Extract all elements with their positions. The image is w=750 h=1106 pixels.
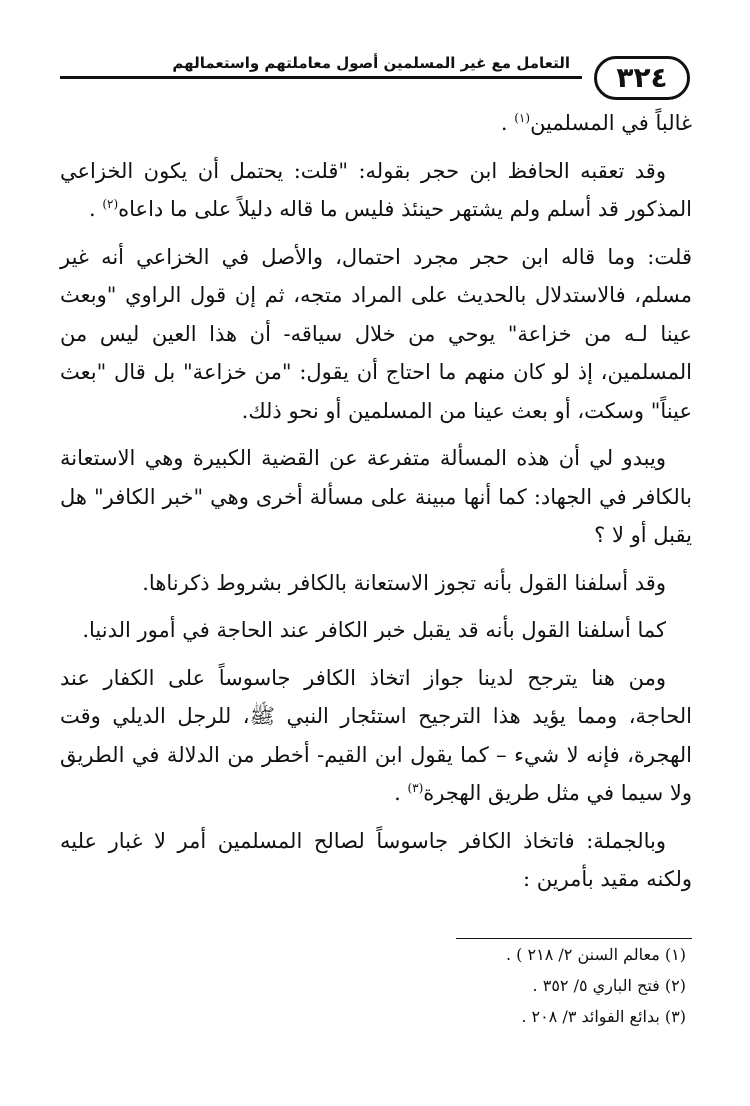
paragraph-8: وبالجملة: فاتخاذ الكافر جاسوساً لصالح المسلمين أمر لا غبار عليه ولكنه مقيد بأمرين : [60,828,692,891]
footnote-ref-2: (٢) [102,197,119,211]
paragraph-1 [60,104,692,143]
paragraph-1-end: . [500,111,515,135]
paragraph-7-end: . [394,781,408,805]
paragraph-6: كما أسلفنا القول بأنه قد يقبل خبر الكافر عند الحاجة في أمور الدنيا. [82,618,666,642]
paragraph-4: ويبدو لي أن هذه المسألة متفرعة عن القضية الكبيرة وهي الاستعانة بالكافر في الجهاد: كما أنها مبينة على مسألة أخرى وهي "خبر الكافر" هل يقبل أو لا ؟ [60,446,692,547]
page-number: ٣٢٤ [594,56,690,100]
footnote-ref-1: (١) [514,111,531,125]
header-rule [60,76,582,79]
paragraph-7 [60,659,692,813]
main-text [60,104,692,908]
footnotes [60,938,692,1032]
paragraph-2-text: وقد تعقبه الحافظ ابن حجر بقوله: "قلت: يحتمل أن يكون الخزاعي المذكور قد أسلم ولم يشتهر حينئذ فليس ما قاله دليلاً على ما داعاه [60,158,692,221]
running-title: التعامل مع غير المسلمين أصول معاملتهم واستعمالهم [172,54,570,72]
paragraph-2-end: . [88,197,103,221]
paragraph-7-text: ومن هنا يترجح لدينا جواز اتخاذ الكافر جاسوساً على الكفار عند الحاجة، ومما يؤيد هذا الترجيح استئجار النبي ﷺ، للرجل الديلي وقت الهجرة، فإنه لا شيء – كما يقول ابن القيم- أخطر من الدلالة في الطريق ولا سيما في مثل طريق الهجرة [60,665,692,805]
paragraph-3: قلت: وما قاله ابن حجر مجرد احتمال، والأصل في الخزاعي أنه غير مسلم، فالاستدلال بالحديث على المراد متجه، ثم إن قول الراوي "وبعث عينا لـه من خزاعة" يوحي من خلال سياقه- أن هذا العين ليس من المسلمين، إذ لو كان منهم ما احتاج أن يقول: "من خزاعة" بل قال "بعث عيناً" وسكت، أو بعث عينا من المسلمين أو نحو ذلك. [60,244,692,423]
paragraph-1-text: غالباً في المسلمين [530,111,692,135]
paragraph-5: وقد أسلفنا القول بأنه تجوز الاستعانة بالكافر بشروط ذكرناها. [142,570,666,595]
paragraph-2 [60,152,692,229]
footnote-1: (١) معالم السنن ٢/ ٢١٨ ) . [506,945,686,964]
page-header [60,46,690,106]
footnote-ref-3: (٣) [407,781,424,795]
footnote-2: (٢) فتح الباري ٥/ ٣٥٢ . [532,976,686,995]
footnote-3: (٣) بدائع الفوائد ٣/ ٢٠٨ . [521,1007,686,1026]
